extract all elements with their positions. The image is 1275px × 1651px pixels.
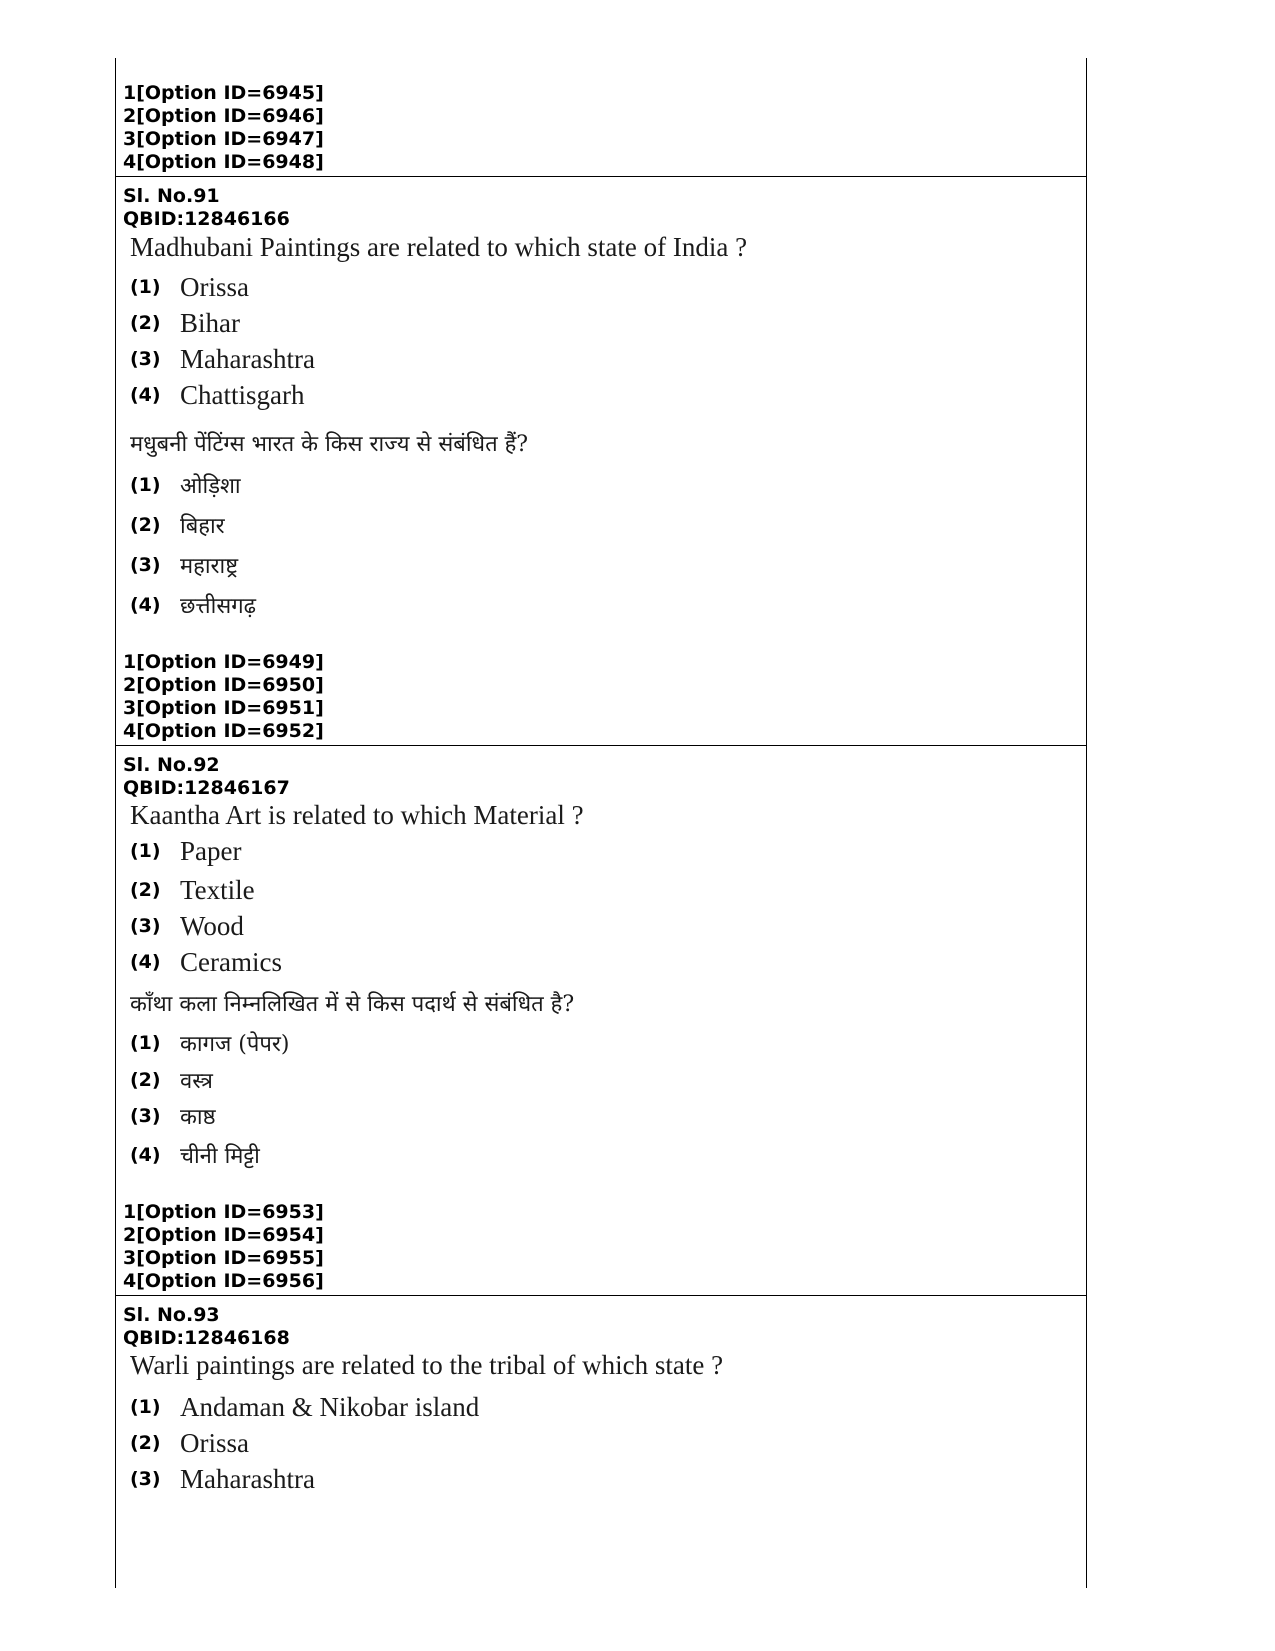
serial-number: Sl. No.93: [123, 1304, 220, 1326]
option-en: [130, 909, 244, 943]
option-id: 2[Option ID=6946]: [123, 105, 324, 127]
option-hi: [130, 1099, 216, 1133]
option-text: कागज (पेपर): [180, 1032, 290, 1057]
option-text: Maharashtra: [180, 343, 315, 374]
row-divider: [115, 1295, 1087, 1296]
option-id: 2[Option ID=6954]: [123, 1224, 324, 1246]
option-id: 4[Option ID=6952]: [123, 720, 324, 742]
option-en: [130, 1390, 479, 1424]
question-text-en: Kaantha Art is related to which Material ?: [130, 800, 584, 830]
option-id: 3[Option ID=6955]: [123, 1247, 324, 1269]
question-header: [123, 185, 290, 231]
option-id-list: [123, 1201, 324, 1293]
option-text: महाराष्ट्र: [180, 554, 239, 579]
option-hi: [130, 508, 225, 542]
option-id: 4[Option ID=6956]: [123, 1270, 324, 1292]
option-text: चीनी मिट्टी: [180, 1144, 260, 1169]
option-hi: [130, 1063, 213, 1097]
option-id-list: [123, 82, 324, 174]
option-number: (2): [130, 879, 161, 901]
serial-number: Sl. No.91: [123, 185, 220, 207]
option-text: Wood: [180, 910, 244, 941]
option-number: (3): [130, 1468, 161, 1490]
option-number: (2): [130, 1432, 161, 1454]
qbid: QBID:12846168: [123, 1327, 290, 1349]
option-text: वस्त्र: [180, 1069, 213, 1094]
option-number: (3): [130, 915, 161, 937]
option-hi: [130, 548, 238, 582]
option-text: Orissa: [180, 1427, 249, 1458]
option-number: (3): [130, 554, 161, 576]
question-text-hi: मधुबनी पेंटिंग्स भारत के किस राज्य से संबंधित हैं?: [130, 432, 529, 457]
option-number: (2): [130, 1069, 161, 1091]
option-en: [130, 378, 304, 412]
option-number: (4): [130, 384, 161, 406]
option-number: (1): [130, 840, 161, 862]
option-number: (4): [130, 951, 161, 973]
option-id: 1[Option ID=6949]: [123, 651, 324, 673]
option-en: [130, 306, 240, 340]
row-divider: [115, 745, 1087, 746]
option-number: (2): [130, 312, 161, 334]
option-text: Paper: [180, 835, 242, 866]
option-en: [130, 342, 315, 376]
qbid: QBID:12846166: [123, 208, 290, 230]
option-text: बिहार: [180, 514, 225, 539]
option-en: [130, 834, 241, 868]
option-hi: [130, 1138, 260, 1172]
option-text: छत्तीसगढ़: [180, 594, 256, 619]
option-en: [130, 1426, 249, 1460]
option-number: (1): [130, 474, 161, 496]
option-number: (1): [130, 276, 161, 298]
option-id: 1[Option ID=6953]: [123, 1201, 324, 1223]
option-number: (4): [130, 594, 161, 616]
option-text: Andaman & Nikobar island: [180, 1391, 480, 1422]
serial-number: Sl. No.92: [123, 754, 220, 776]
option-hi: [130, 588, 256, 622]
option-text: ओड़िशा: [180, 474, 241, 499]
option-en: [130, 270, 249, 304]
qbid: QBID:12846167: [123, 777, 290, 799]
option-text: काष्ठ: [180, 1105, 216, 1130]
option-number: (1): [130, 1396, 161, 1418]
question-text-en: Madhubani Paintings are related to which state of India ?: [130, 232, 748, 262]
option-id: 1[Option ID=6945]: [123, 82, 324, 104]
option-id: 2[Option ID=6950]: [123, 674, 324, 696]
question-header: [123, 754, 290, 800]
option-en: [130, 873, 255, 907]
option-number: (3): [130, 348, 161, 370]
option-text: Textile: [180, 874, 255, 905]
option-hi: [130, 468, 241, 502]
option-text: Bihar: [180, 307, 240, 338]
option-id: 3[Option ID=6947]: [123, 128, 324, 150]
option-id: 3[Option ID=6951]: [123, 697, 324, 719]
option-hi: [130, 1026, 289, 1060]
option-text: Ceramics: [180, 946, 282, 977]
option-en: [130, 1462, 315, 1496]
option-number: (4): [130, 1144, 161, 1166]
option-text: Maharashtra: [180, 1463, 315, 1494]
row-divider: [115, 176, 1087, 177]
option-number: (2): [130, 514, 161, 536]
option-text: Chattisgarh: [180, 379, 305, 410]
question-text-hi: काँथा कला निम्नलिखित में से किस पदार्थ से संबंधित है?: [130, 992, 575, 1017]
option-text: Orissa: [180, 271, 249, 302]
option-id-list: [123, 651, 324, 743]
option-id: 4[Option ID=6948]: [123, 151, 324, 173]
question-header: [123, 1304, 290, 1350]
option-number: (3): [130, 1105, 161, 1127]
question-text-en: Warli paintings are related to the tribal of which state ?: [130, 1350, 724, 1380]
option-en: [130, 945, 282, 979]
option-number: (1): [130, 1032, 161, 1054]
